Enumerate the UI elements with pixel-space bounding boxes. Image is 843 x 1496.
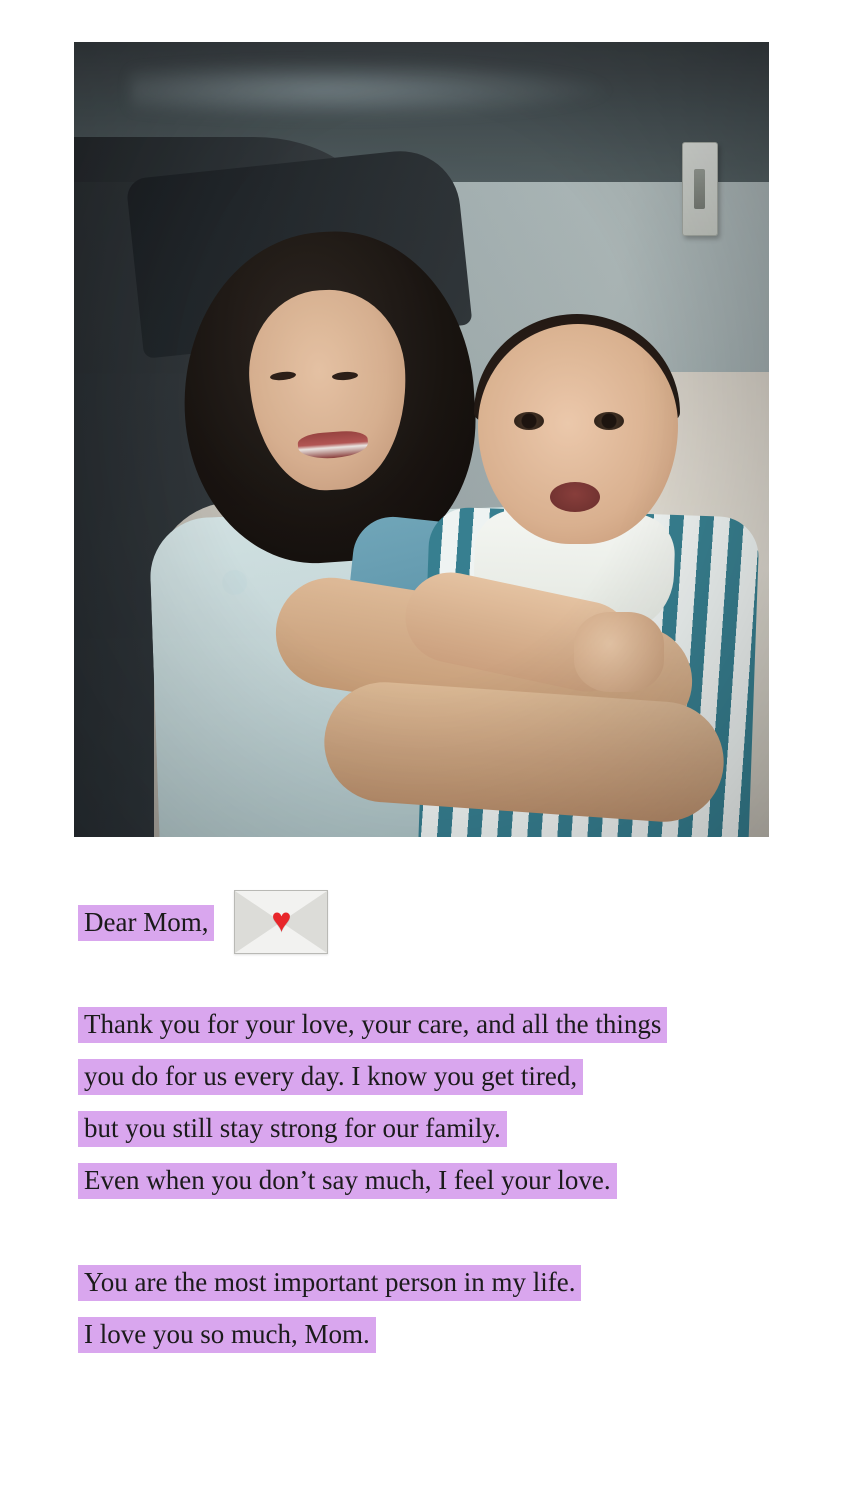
- salutation-row: [78, 890, 778, 954]
- letter-line: Thank you for your love, your care, and all the things: [78, 998, 778, 1050]
- heart-icon: ♥: [271, 902, 292, 940]
- photo-canvas: [74, 42, 769, 837]
- family-photo: [74, 42, 769, 837]
- letter-line: but you still stay strong for our family.: [78, 1102, 778, 1154]
- paragraph-1: [78, 998, 778, 1206]
- letter-line: You are the most important person in my life.: [78, 1256, 778, 1308]
- paragraph-spacer: [78, 1216, 778, 1256]
- envelope-heart-icon: [234, 890, 328, 954]
- paragraph-2: [78, 1256, 778, 1360]
- letter-line: you do for us every day. I know you get tired,: [78, 1050, 778, 1102]
- letter-line: I love you so much, Mom.: [78, 1308, 778, 1360]
- photo-vignette: [74, 42, 769, 837]
- letter-line: Even when you don’t say much, I feel your love.: [78, 1154, 778, 1206]
- salutation: [78, 902, 214, 942]
- salutation-text: Dear Mom,: [78, 905, 214, 941]
- letter-body: [78, 890, 778, 1370]
